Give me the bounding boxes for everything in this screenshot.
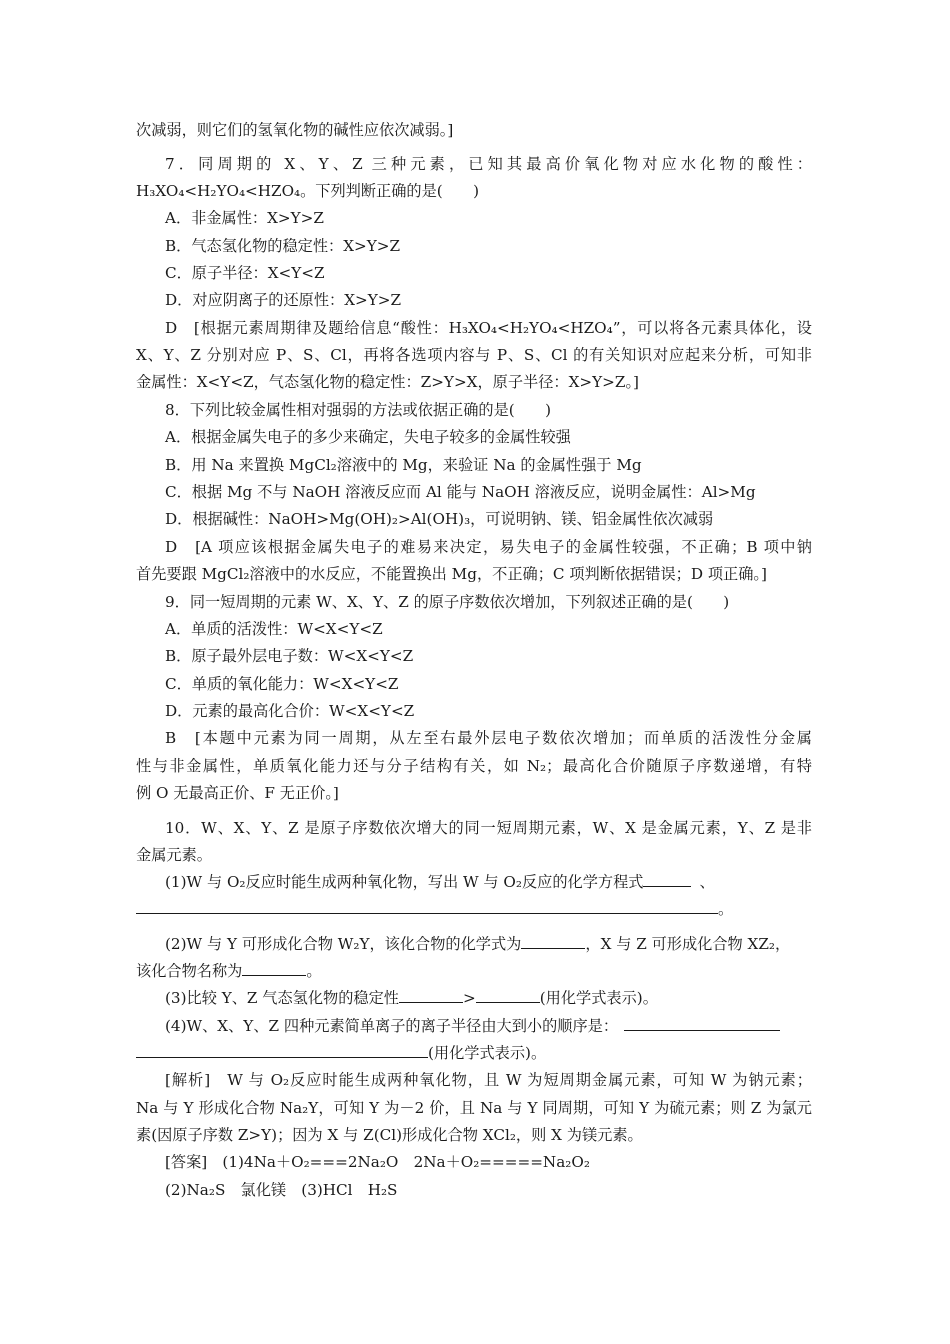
- question-10-part-2: (2)W 与 Y 可形成化合物 W₂Y，该化合物的化学式为 ，X 与 Z 可形成化合物 XZ₂，: [165, 935, 791, 953]
- option-b: B．用 Na 来置换 MgCl₂溶液中的 Mg，来验证 Na 的金属性强于 Mg: [165, 456, 642, 474]
- text-line: 金属元素。: [136, 846, 212, 864]
- answer-blank[interactable]: [136, 1043, 428, 1058]
- option-b: B．原子最外层电子数：W<X<Y<Z: [165, 647, 414, 665]
- option-c: C．根据 Mg 不与 NaOH 溶液反应而 Al 能与 NaOH 溶液反应，说明金属性：Al>Mg: [165, 483, 756, 501]
- answer-line: [答案] (1)4Na＋O₂===2Na₂O 2Na＋O₂=====Na₂O₂: [165, 1153, 590, 1171]
- option-c: C．原子半径：X<Y<Z: [165, 264, 325, 282]
- answer-9: B [本题中元素为同一周期，从左至右最外层电子数依次增加；而单质的活泼性分金属: [165, 729, 812, 747]
- option-a: A．非金属性：X>Y>Z: [165, 209, 324, 227]
- answer-blank[interactable]: [399, 988, 463, 1003]
- question-10-part-1-cont: 。: [136, 899, 733, 919]
- text-line: 次减弱，则它们的氢氧化物的碱性应依次减弱。]: [136, 121, 454, 139]
- text-line: 例 O 无最高正价、F 无正价。]: [136, 784, 339, 802]
- analysis-line: [解析] W 与 O₂反应时能生成两种氧化物，且 W 为短周期金属元素，可知 W 为钠元素；: [165, 1071, 812, 1089]
- text-line: 金属性：X<Y<Z，气态氢化物的稳定性：Z>Y>X，原子半径：X>Y>Z。]: [136, 373, 639, 391]
- answer-blank[interactable]: [643, 872, 691, 887]
- answer-7: D [根据元素周期律及题给信息“酸性：H₃XO₄<H₂YO₄<HZO₄”，可以将各元素具体化，设: [165, 319, 812, 337]
- option-d: D．元素的最高化合价：W<X<Y<Z: [165, 702, 415, 720]
- option-b: B．气态氢化物的稳定性：X>Y>Z: [165, 237, 401, 255]
- answer-line: (2)Na₂S 氯化镁 (3)HCl H₂S: [165, 1181, 398, 1199]
- answer-blank[interactable]: [242, 961, 306, 976]
- text-line: H₃XO₄<H₂YO₄<HZO₄。下列判断正确的是( ): [136, 182, 480, 200]
- answer-blank[interactable]: [476, 988, 540, 1003]
- question-9-stem: 9．同一短周期的元素 W、X、Y、Z 的原子序数依次增加，下列叙述正确的是( ): [165, 593, 730, 611]
- text-line: 首先要跟 MgCl₂溶液中的水反应，不能置换出 Mg，不正确；C 项判断依据错误；D 项正确。]: [136, 565, 767, 583]
- option-c: C．单质的氧化能力：W<X<Y<Z: [165, 675, 399, 693]
- answer-blank[interactable]: [624, 1016, 780, 1031]
- analysis-line: Na 与 Y 形成化合物 Na₂Y，可知 Y 为－2 价，且 Na 与 Y 同周期，可知 Y 为硫元素；则 Z 为氯元: [136, 1099, 812, 1117]
- question-10-part-1: (1)W 与 O₂反应时能生成两种氧化物，写出 W 与 O₂反应的化学方程式 、: [165, 873, 715, 891]
- answer-blank[interactable]: [136, 899, 718, 914]
- option-a: A．根据金属失电子的多少来确定，失电子较多的金属性较强: [165, 428, 571, 446]
- question-10-part-4: (4)W、X、Y、Z 四种元素简单离子的离子半径由大到小的顺序是：: [165, 1016, 780, 1036]
- option-d: D．根据碱性：NaOH>Mg(OH)₂>Al(OH)₃，可说明钠、镁、铝金属性依次减弱: [165, 510, 714, 528]
- option-a: A．单质的活泼性：W<X<Y<Z: [165, 620, 383, 638]
- question-10-part-4-cont: (用化学式表示)。: [136, 1043, 546, 1063]
- text-line: X、Y、Z 分别对应 P、S、Cl，再将各选项内容与 P、S、Cl 的有关知识对应起来分析，可知非: [136, 346, 812, 364]
- answer-8: D [A 项应该根据金属失电子的难易来决定，易失电子的金属性较强，不正确；B 项中钠: [165, 538, 812, 556]
- question-10-stem: 10．W、X、Y、Z 是原子序数依次增大的同一短周期元素，W、X 是金属元素，Y、Z 是非: [165, 819, 812, 837]
- question-8-stem: 8．下列比较金属性相对强弱的方法或依据正确的是( ): [165, 401, 552, 419]
- question-10-part-3: (3)比较 Y、Z 气态氢化物的稳定性 > (用化学式表示)。: [165, 989, 658, 1007]
- question-10-part-2-cont: 该化合物名称为 。: [136, 962, 322, 980]
- question-7-stem: 7．同周期的 X、Y、Z 三种元素，已知其最高价氧化物对应水化物的酸性：: [165, 155, 812, 173]
- analysis-line: 素(因原子序数 Z>Y)；因为 X 与 Z(Cl)形成化合物 XCl₂，则 X 为镁元素。: [136, 1126, 643, 1144]
- option-d: D．对应阴离子的还原性：X>Y>Z: [165, 291, 402, 309]
- text-line: 性与非金属性，单质氧化能力还与分子结构有关，如 N₂；最高化合价随原子序数递增，有特: [136, 757, 812, 775]
- answer-blank[interactable]: [521, 934, 585, 949]
